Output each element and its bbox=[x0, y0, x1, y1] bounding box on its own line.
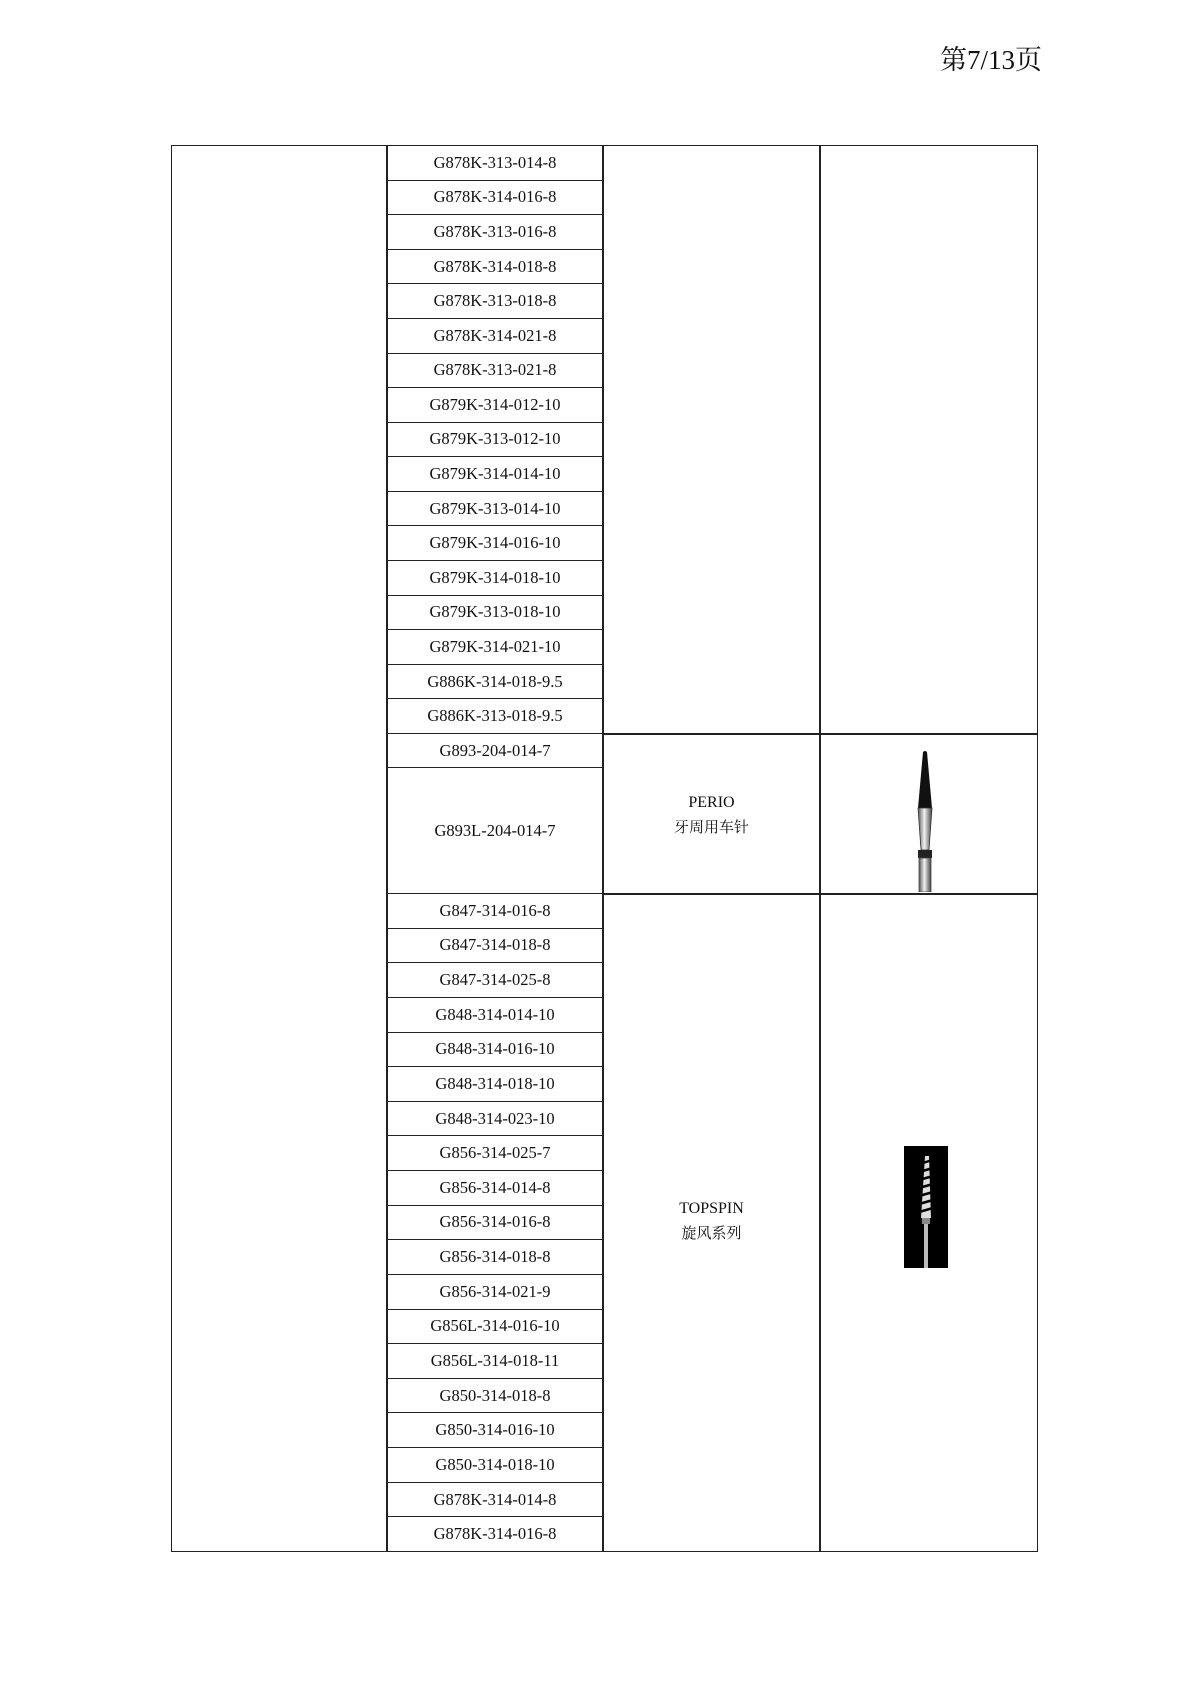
code-cell: G850-314-018-8 bbox=[387, 1379, 603, 1414]
code-cell: G856-314-016-8 bbox=[387, 1206, 603, 1241]
code-cell: G856-314-021-9 bbox=[387, 1275, 603, 1310]
code-cell: G878K-313-014-8 bbox=[387, 146, 603, 181]
code-cell: G879K-314-021-10 bbox=[387, 630, 603, 665]
code-cell: G847-314-018-8 bbox=[387, 929, 603, 964]
code-cell: G879K-314-012-10 bbox=[387, 388, 603, 423]
code-cell: G850-314-016-10 bbox=[387, 1413, 603, 1448]
code-cell: G879K-313-018-10 bbox=[387, 596, 603, 631]
code-cell: G893-204-014-7 bbox=[387, 734, 603, 768]
code-cell: G848-314-016-10 bbox=[387, 1033, 603, 1068]
code-cell: G878K-314-016-8 bbox=[387, 1517, 603, 1552]
topspin-bur-icon bbox=[904, 1146, 948, 1273]
code-cell: G856-314-014-8 bbox=[387, 1171, 603, 1206]
code-cell: G878K-314-016-8 bbox=[387, 181, 603, 216]
code-cell: G878K-314-014-8 bbox=[387, 1483, 603, 1518]
table-column-empty bbox=[171, 145, 388, 1552]
category-name-en: TOPSPIN bbox=[679, 1200, 744, 1217]
code-cell: G856L-314-016-10 bbox=[387, 1310, 603, 1345]
code-cell: G878K-313-021-8 bbox=[387, 354, 603, 389]
page-number: 第7/13页 bbox=[940, 45, 1043, 75]
category-name-zh: 牙周用车针 bbox=[673, 818, 749, 836]
table-column-category bbox=[602, 145, 821, 1552]
code-cell: G878K-314-018-8 bbox=[387, 250, 603, 285]
code-cell: G856-314-025-7 bbox=[387, 1136, 603, 1171]
code-cell: G848-314-023-10 bbox=[387, 1102, 603, 1137]
category-name-en: PERIO bbox=[688, 794, 735, 811]
code-cell: G886K-313-018-9.5 bbox=[387, 699, 603, 734]
code-cell: G856L-314-018-11 bbox=[387, 1344, 603, 1379]
code-cell: G879K-314-016-10 bbox=[387, 526, 603, 561]
category-topspin bbox=[603, 1197, 820, 1245]
category-name-zh: 旋风系列 bbox=[681, 1224, 742, 1242]
group-divider bbox=[602, 893, 1038, 895]
group-divider bbox=[602, 733, 1038, 735]
code-cell: G878K-313-016-8 bbox=[387, 215, 603, 250]
code-cell: G879K-313-012-10 bbox=[387, 423, 603, 458]
code-cell: G886K-314-018-9.5 bbox=[387, 665, 603, 700]
perio-bur-icon bbox=[905, 750, 945, 897]
code-cell: G848-314-014-10 bbox=[387, 998, 603, 1033]
code-cell: G847-314-025-8 bbox=[387, 963, 603, 998]
code-cell: G878K-313-018-8 bbox=[387, 284, 603, 319]
code-cell: G847-314-016-8 bbox=[387, 894, 603, 929]
code-cell: G879K-313-014-10 bbox=[387, 492, 603, 527]
code-cell: G893L-204-014-7 bbox=[387, 768, 603, 894]
code-cell: G879K-314-014-10 bbox=[387, 457, 603, 492]
code-cell: G879K-314-018-10 bbox=[387, 561, 603, 596]
code-cell: G850-314-018-10 bbox=[387, 1448, 603, 1483]
category-perio bbox=[603, 791, 820, 839]
code-cell: G878K-314-021-8 bbox=[387, 319, 603, 354]
code-cell: G848-314-018-10 bbox=[387, 1067, 603, 1102]
code-cell: G856-314-018-8 bbox=[387, 1240, 603, 1275]
